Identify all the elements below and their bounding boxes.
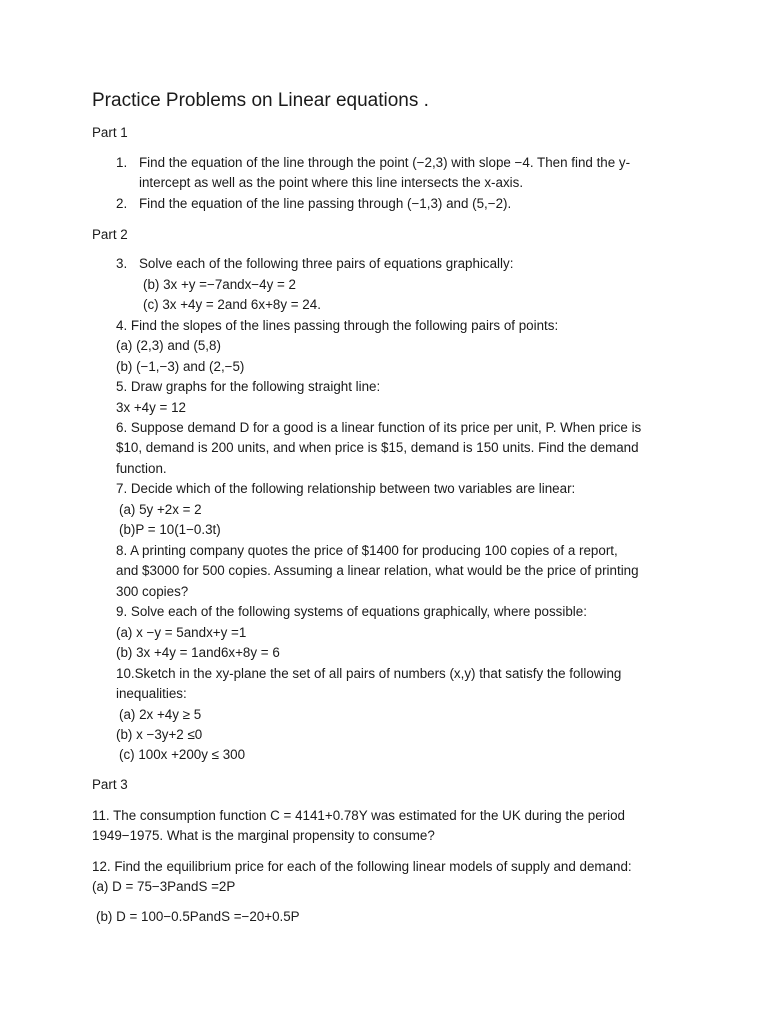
q9-part-a: (a) x −y = 5andx+y =1 (116, 625, 247, 640)
q3-part-b: (b) 3x +y =−7andx−4y = 2 (143, 277, 296, 292)
q12-line1: 12. Find the equilibrium price for each of the following linear models of supply and demand: (92, 859, 632, 874)
page-title: Practice Problems on Linear equations . (92, 90, 429, 111)
q9-text: 9. Solve each of the following systems of equations graphically, where possible: (116, 604, 587, 619)
q8-line2: and $3000 for 500 copies. Assuming a linear relation, what would be the price of printing (116, 563, 639, 578)
part3-heading: Part 3 (92, 777, 128, 792)
q3-part-c: (c) 3x +4y = 2and 6x+8y = 24. (143, 297, 321, 312)
q6-line2: $10, demand is 200 units, and when price is $15, demand is 150 units. Find the demand (116, 440, 639, 455)
q11-line2: 1949−1975. What is the marginal propensity to consume? (92, 828, 435, 843)
q3-line1: Solve each of the following three pairs of equations graphically: (139, 256, 514, 271)
q9-part-b: (b) 3x +4y = 1and6x+8y = 6 (116, 645, 280, 660)
q12-part-b: (b) D = 100−0.5PandS =−20+0.5P (96, 909, 300, 924)
part1-heading: Part 1 (92, 125, 128, 140)
q6-line3: function. (116, 461, 167, 476)
q10-part-b: (b) x −3y+2 ≤0 (116, 727, 203, 742)
q7-part-b: (b)P = 10(1−0.3t) (119, 522, 221, 537)
q4-part-b: (b) (−1,−3) and (2,−5) (116, 359, 245, 374)
q8-line1: 8. A printing company quotes the price of $1400 for producing 100 copies of a report, (116, 543, 618, 558)
q5-text: 5. Draw graphs for the following straight line: (116, 379, 381, 394)
q1-number: 1. (116, 155, 128, 170)
q5-equation: 3x +4y = 12 (116, 400, 186, 415)
q2-number: 2. (116, 196, 128, 211)
part2-heading: Part 2 (92, 227, 128, 242)
q11-line1: 11. The consumption function C = 4141+0.78Y was estimated for the UK during the period (92, 808, 625, 823)
q6-line1: 6. Suppose demand D for a good is a linear function of its price per unit, P. When price is (116, 420, 642, 435)
q1-line1: Find the equation of the line through the point (−2,3) with slope −4. Then find the y- (139, 155, 631, 170)
q10-line2: inequalities: (116, 686, 187, 701)
q10-part-c: (c) 100x +200y ≤ 300 (119, 747, 246, 762)
q12-part-a: (a) D = 75−3PandS =2P (92, 879, 236, 894)
q4-part-a: (a) (2,3) and (5,8) (116, 338, 221, 353)
q2-line1: Find the equation of the line passing through (−1,3) and (5,−2). (139, 196, 512, 211)
q8-line3: 300 copies? (116, 584, 189, 599)
q3-number: 3. (116, 256, 128, 271)
q10-part-a: (a) 2x +4y ≥ 5 (119, 707, 202, 722)
q7-text: 7. Decide which of the following relationship between two variables are linear: (116, 481, 576, 496)
q4-text: 4. Find the slopes of the lines passing through the following pairs of points: (116, 318, 559, 333)
q1-line2: intercept as well as the point where this line intersects the x-axis. (139, 175, 524, 190)
q10-line1: 10.Sketch in the xy-plane the set of all pairs of numbers (x,y) that satisfy the following (116, 666, 622, 681)
q7-part-a: (a) 5y +2x = 2 (119, 502, 202, 517)
